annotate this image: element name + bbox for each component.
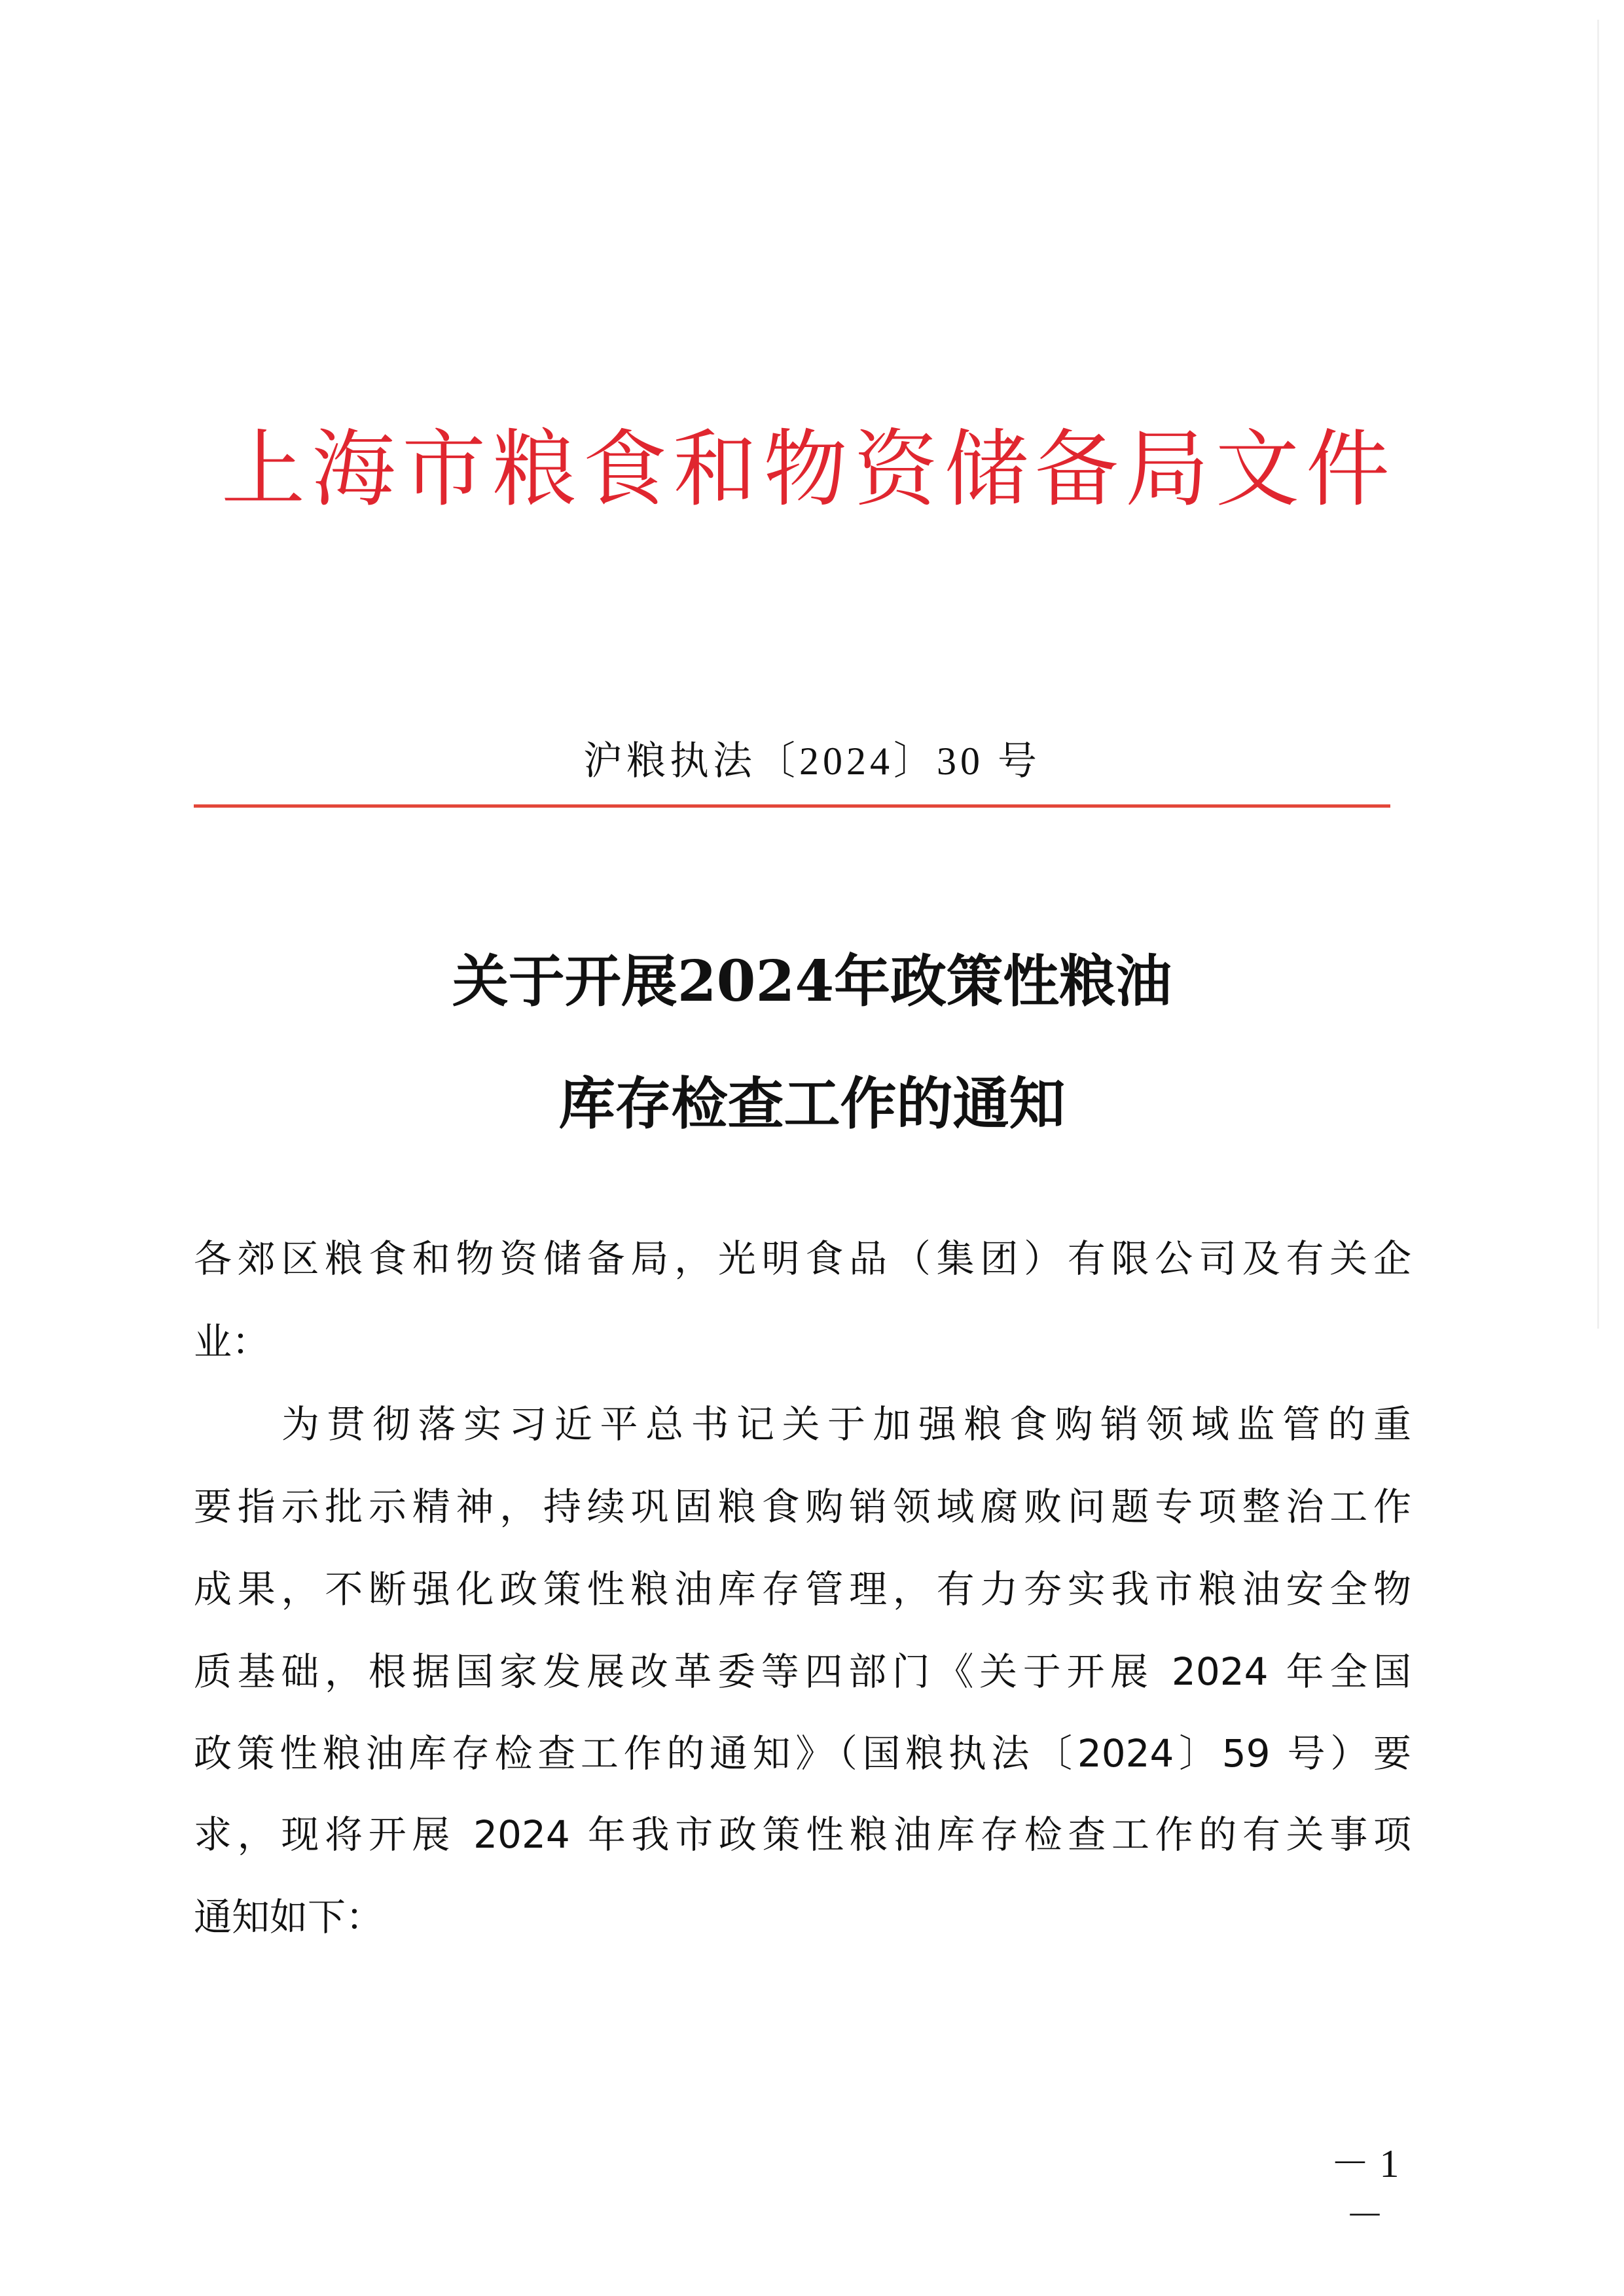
body-line: 求，现将开展 2024 年我市政策性粮油库存检查工作的有关事项 [194, 1812, 1411, 1857]
body-line: 各郊区粮食和物资储备局，光明食品（集团）有限公司及有关企 [194, 1236, 1411, 1281]
red-divider [194, 804, 1390, 808]
issuer-title: 上海市粮食和物资储备局文件 [221, 421, 1390, 518]
body-line: 要指示批示精神，持续巩固粮食购销领域腐败问题专项整治工作 [194, 1484, 1411, 1529]
body-line: 业： [194, 1319, 270, 1364]
document-number: 沪粮执法〔2024〕30 号 [583, 740, 1041, 783]
document-title-line-1: 关于开展2024年政策性粮油 [452, 948, 1172, 1014]
body-line: 通知如下： [194, 1895, 384, 1939]
body-line: 成果，不断强化政策性粮油库存管理，有力夯实我市粮油安全物 [194, 1567, 1411, 1611]
page-number: － 1 － [1330, 2142, 1399, 2238]
body-line: 质基础，根据国家发展改革委等四部门《关于开展 2024 年全国 [194, 1649, 1411, 1694]
body-line: 政策性粮油库存检查工作的通知》（国粮执法〔2024〕59 号）要 [194, 1731, 1411, 1776]
body-line: 为贯彻落实习近平总书记关于加强粮食购销领域监管的重 [281, 1402, 1411, 1446]
document-title-line-2: 库存检查工作的通知 [558, 1071, 1066, 1137]
